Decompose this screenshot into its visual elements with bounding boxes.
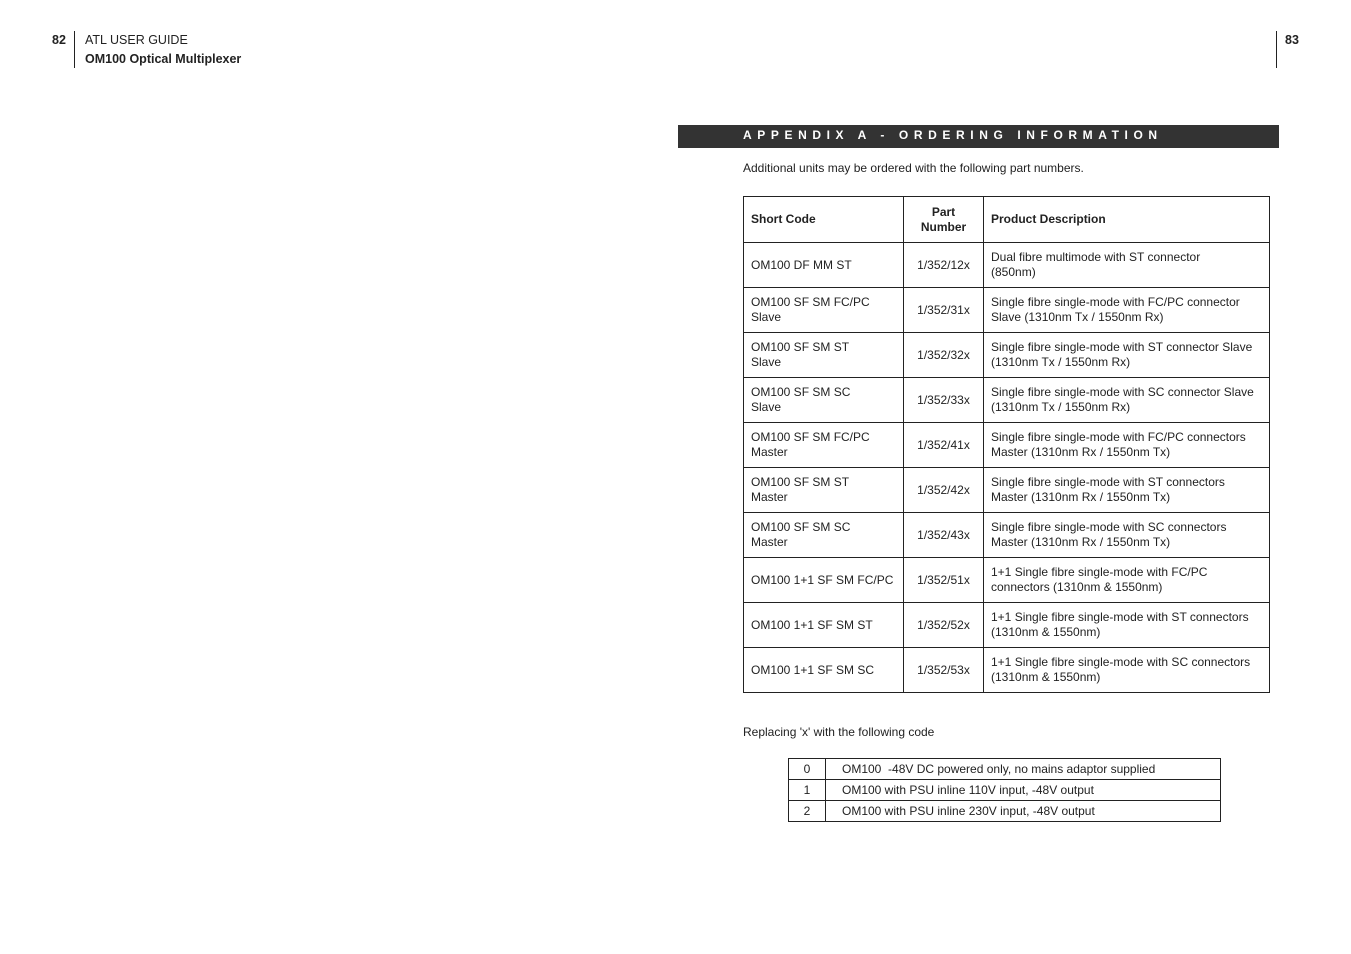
part-number-cell: 1/352/12x [904, 243, 984, 288]
short-code-cell: OM100 SF SM ST Master [744, 468, 904, 513]
left-product-title: OM100 Optical Multiplexer [85, 52, 242, 66]
table-header-row [744, 197, 1270, 243]
short-code-cell: OM100 SF SM SC Slave [744, 378, 904, 423]
code-cell: 1 [789, 780, 826, 801]
description-cell: 1+1 Single fibre single-mode with ST connectors (1310nm & 1550nm) [984, 603, 1270, 648]
table-row [744, 423, 1270, 468]
short-code-cell: OM100 SF SM ST Slave [744, 333, 904, 378]
table-row [744, 243, 1270, 288]
part-number-cell: 1/352/42x [904, 468, 984, 513]
ordering-table [743, 196, 1270, 693]
section-title: APPENDIX A - ORDERING INFORMATION [743, 128, 1163, 142]
part-number-cell: 1/352/33x [904, 378, 984, 423]
short-code-cell: OM100 DF MM ST [744, 243, 904, 288]
part-number-cell: 1/352/51x [904, 558, 984, 603]
replace-text: Replacing 'x' with the following code [743, 725, 935, 739]
column-header: Short Code [744, 197, 904, 243]
table-row [789, 759, 1221, 780]
description-cell: Single fibre single-mode with SC connector Slave (1310nm Tx / 1550nm Rx) [984, 378, 1270, 423]
table-row [744, 468, 1270, 513]
code-description-cell: OM100 with PSU inline 230V input, -48V output [826, 801, 1221, 822]
description-cell: Single fibre single-mode with SC connectors Master (1310nm Rx / 1550nm Tx) [984, 513, 1270, 558]
description-cell: Single fibre single-mode with FC/PC connector Slave (1310nm Tx / 1550nm Rx) [984, 288, 1270, 333]
short-code-cell: OM100 SF SM FC/PC Master [744, 423, 904, 468]
table-row [744, 333, 1270, 378]
part-number-cell: 1/352/52x [904, 603, 984, 648]
part-number-cell: 1/352/31x [904, 288, 984, 333]
section-banner [678, 125, 1279, 148]
short-code-cell: OM100 1+1 SF SM SC [744, 648, 904, 693]
column-header: Product Description [984, 197, 1270, 243]
part-number-cell: 1/352/32x [904, 333, 984, 378]
short-code-cell: OM100 SF SM SC Master [744, 513, 904, 558]
table-row [744, 288, 1270, 333]
part-number-cell: 1/352/41x [904, 423, 984, 468]
code-table [788, 758, 1221, 822]
table-row [744, 558, 1270, 603]
intro-text: Additional units may be ordered with the following part numbers. [743, 161, 1084, 175]
short-code-cell: OM100 1+1 SF SM ST [744, 603, 904, 648]
right-page-number: 83 [1285, 33, 1299, 47]
column-header: Part Number [904, 197, 984, 243]
code-description-cell: OM100 -48V DC powered only, no mains adaptor supplied [826, 759, 1221, 780]
code-cell: 0 [789, 759, 826, 780]
description-cell: 1+1 Single fibre single-mode with SC connectors (1310nm & 1550nm) [984, 648, 1270, 693]
table-row [744, 648, 1270, 693]
table-row [744, 513, 1270, 558]
right-header-rule [1276, 31, 1277, 68]
short-code-cell: OM100 SF SM FC/PC Slave [744, 288, 904, 333]
table-row [744, 378, 1270, 423]
code-cell: 2 [789, 801, 826, 822]
left-guide-title: ATL USER GUIDE [85, 33, 188, 47]
table-row [744, 603, 1270, 648]
description-cell: Dual fibre multimode with ST connector (850nm) [984, 243, 1270, 288]
short-code-cell: OM100 1+1 SF SM FC/PC [744, 558, 904, 603]
left-header-rule [74, 31, 75, 68]
part-number-cell: 1/352/53x [904, 648, 984, 693]
description-cell: 1+1 Single fibre single-mode with FC/PC connectors (1310nm & 1550nm) [984, 558, 1270, 603]
table-row [789, 801, 1221, 822]
description-cell: Single fibre single-mode with ST connector Slave (1310nm Tx / 1550nm Rx) [984, 333, 1270, 378]
code-description-cell: OM100 with PSU inline 110V input, -48V output [826, 780, 1221, 801]
left-page-number: 82 [52, 33, 66, 47]
table-row [789, 780, 1221, 801]
description-cell: Single fibre single-mode with FC/PC connectors Master (1310nm Rx / 1550nm Tx) [984, 423, 1270, 468]
part-number-cell: 1/352/43x [904, 513, 984, 558]
description-cell: Single fibre single-mode with ST connectors Master (1310nm Rx / 1550nm Tx) [984, 468, 1270, 513]
